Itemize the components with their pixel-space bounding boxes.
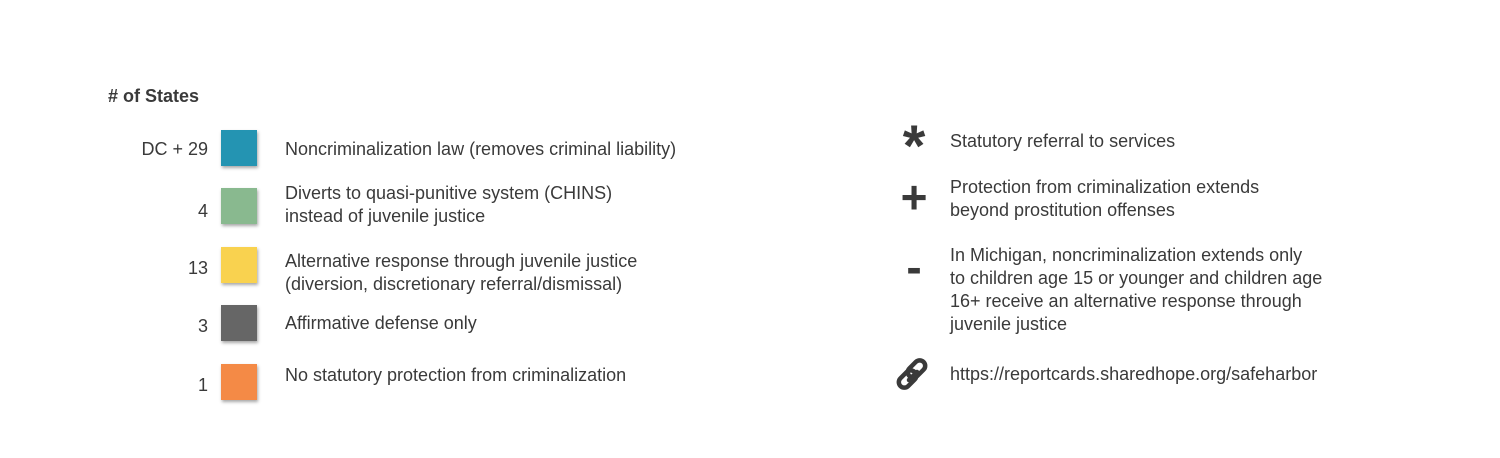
key-text: Protection from criminalization extends beyond prostitution offenses: [950, 177, 1260, 220]
legend-swatch: [221, 305, 257, 341]
plus-icon: +: [900, 171, 928, 223]
key-text: In Michigan, noncriminalization extends only to children age 15 or younger and children age 16+ receive an alternative response through juvenile justice: [950, 245, 1323, 334]
legend-count: 1: [197, 375, 208, 395]
legend-swatch: [221, 188, 257, 224]
legend-item: [0, 130, 800, 170]
legend-count: 4: [197, 201, 208, 221]
legend-swatch: [221, 247, 257, 283]
legend-count: DC + 29: [141, 139, 208, 159]
legend-swatch: [221, 130, 257, 166]
legend-item: [0, 247, 800, 294]
legend-label: Alternative response through juvenile justice (diversion, discretionary referral/dismissal): [285, 251, 638, 294]
legend-header: # of States: [108, 86, 200, 106]
legend-label: Noncriminalization law (removes criminal liability): [285, 139, 677, 159]
key-text: Statutory referral to services: [950, 131, 1176, 151]
asterisk-icon: *: [902, 114, 926, 179]
link-icon: [894, 355, 934, 395]
legend-swatch: [221, 364, 257, 400]
legend-item: [0, 183, 800, 228]
legend-count: 3: [197, 316, 208, 336]
legend-label: Diverts to quasi-punitive system (CHINS) instead of juvenile justice: [285, 183, 613, 226]
minus-icon: -: [906, 241, 922, 293]
legend-label: No statutory protection from criminalization: [285, 365, 627, 385]
legend-count: 13: [187, 258, 208, 278]
legend-item: [0, 305, 800, 345]
legend-label: Affirmative defense only: [285, 313, 477, 333]
key-link-text[interactable]: https://reportcards.sharedhope.org/safeharbor: [950, 364, 1318, 384]
legend-item: [0, 364, 800, 404]
